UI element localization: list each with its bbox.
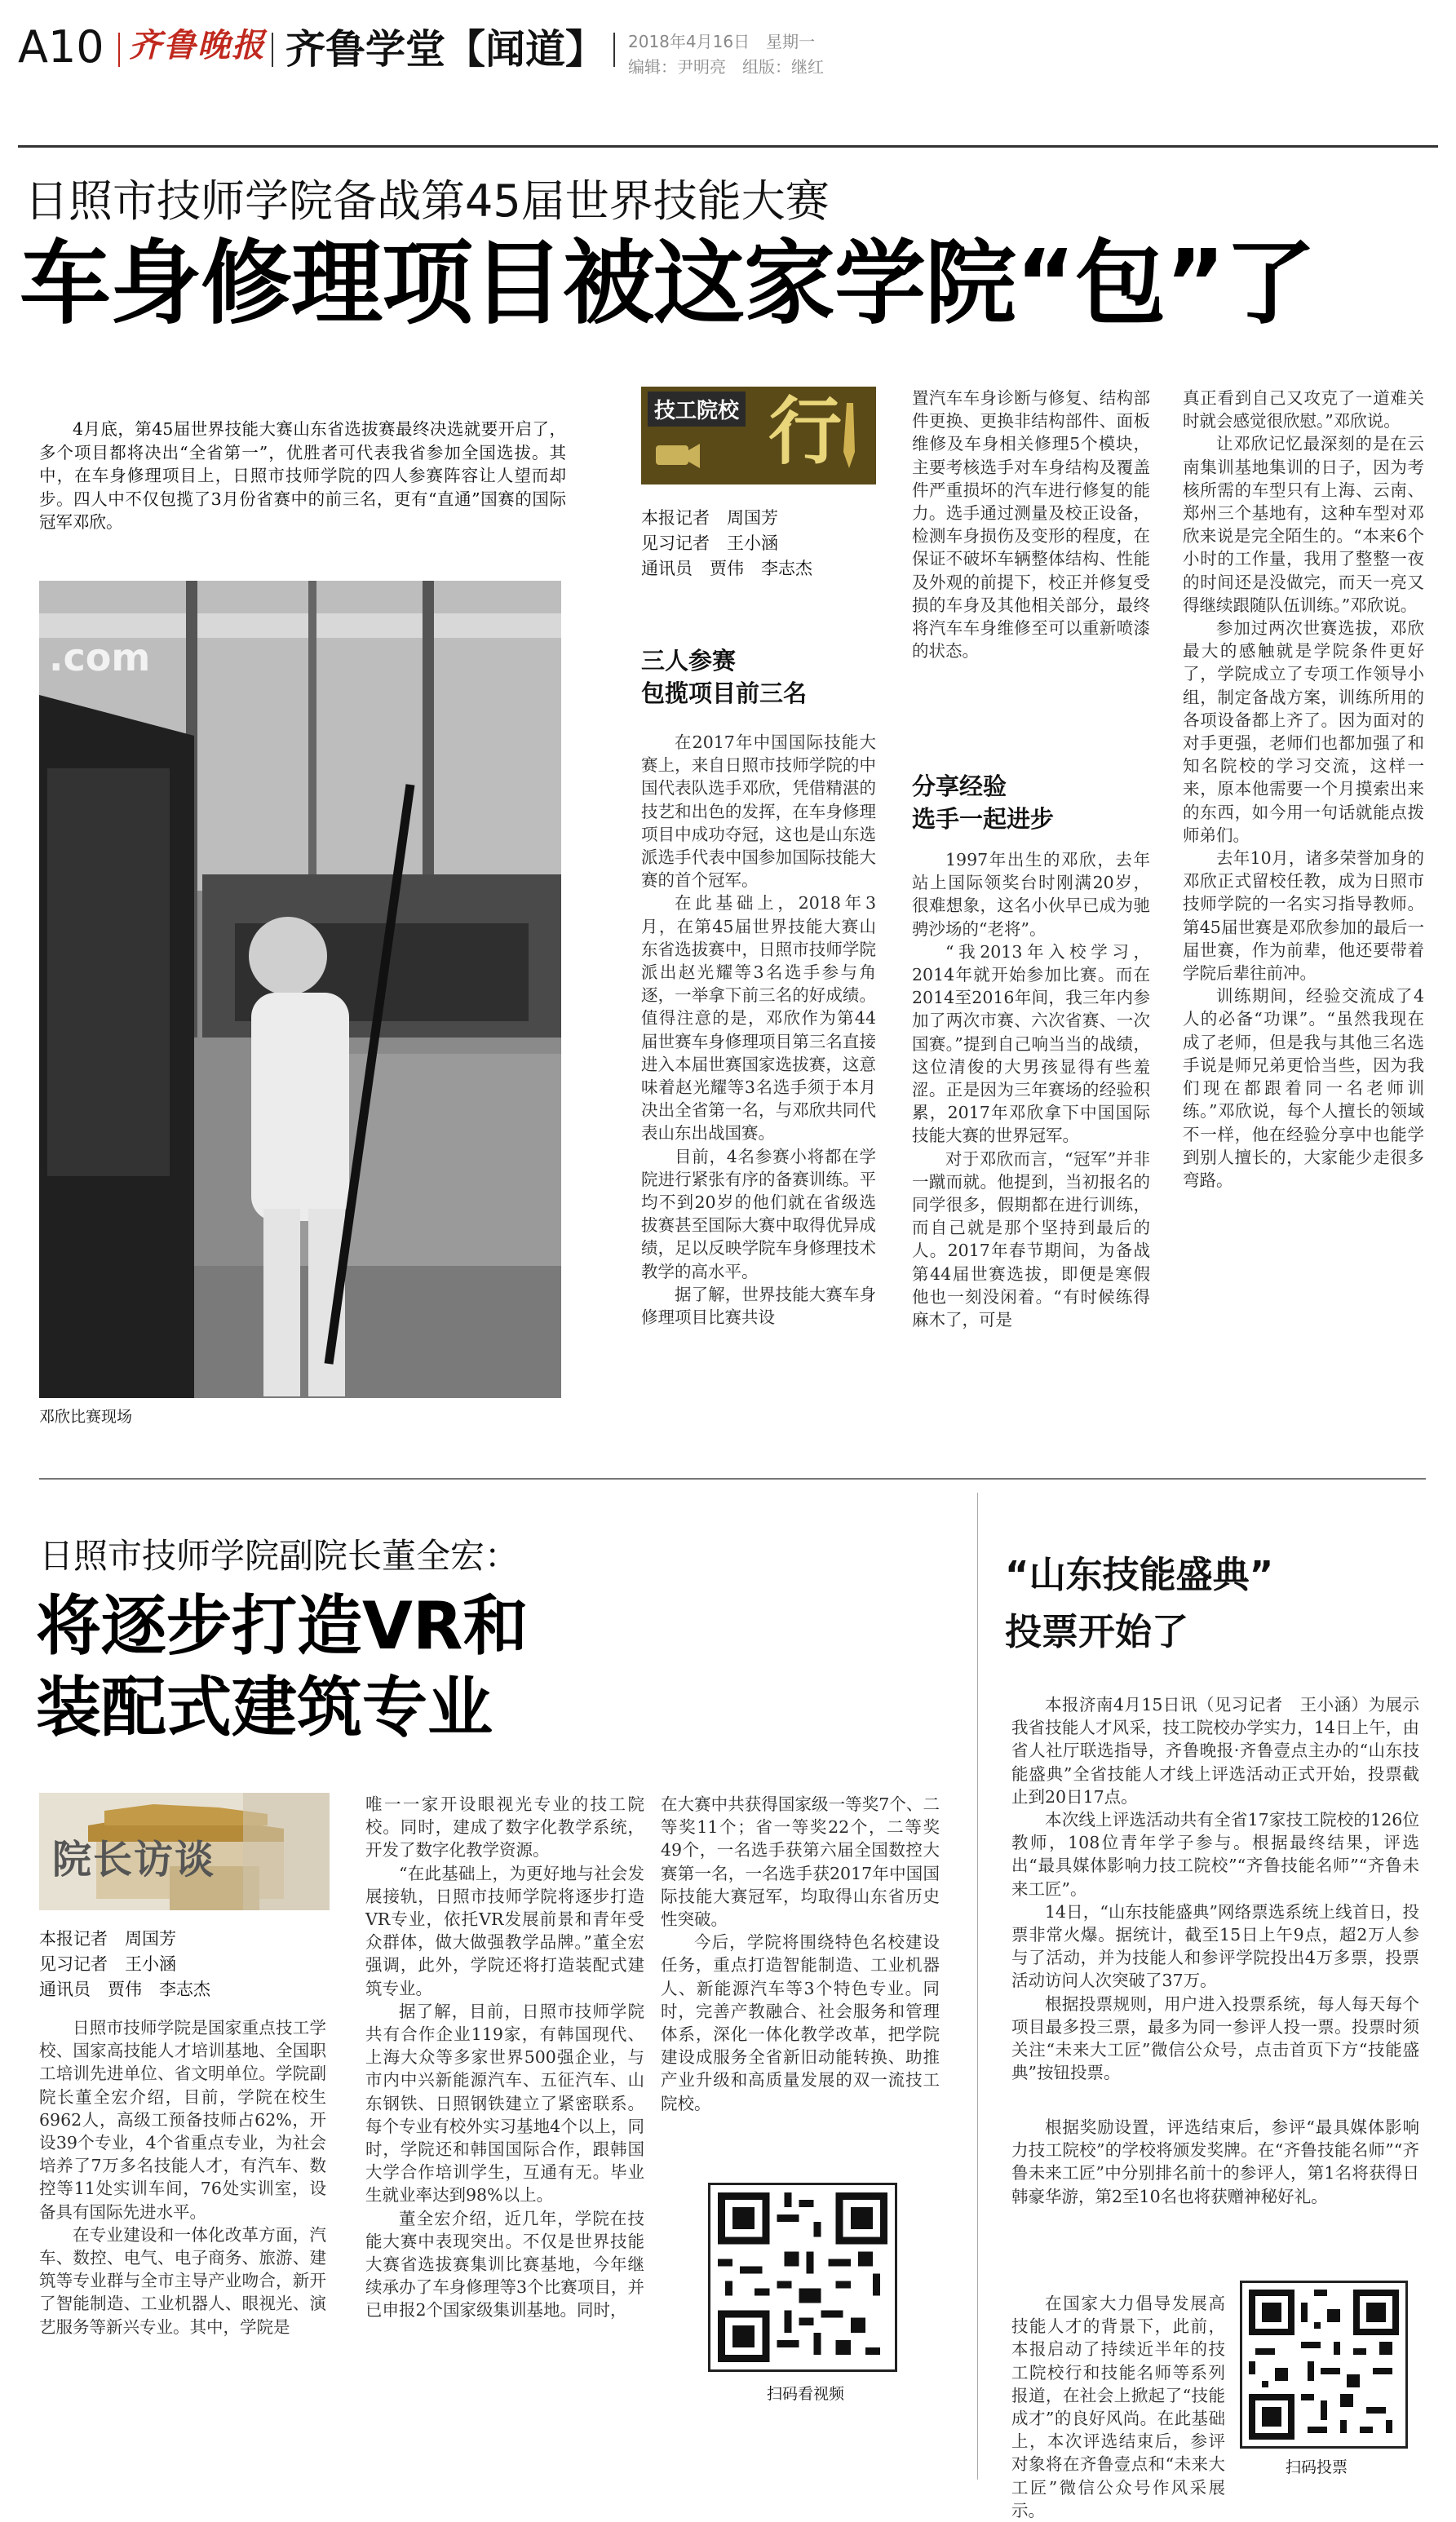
article2-kicker: 日照市技师学院副院长董全宏： xyxy=(39,1536,520,1576)
article2-headline-line-1: 将逐步打造VR和 xyxy=(36,1588,529,1664)
subhead-2-line-1: 分享经验 xyxy=(912,772,1007,800)
byline-reporter: 本报记者 周国芳 xyxy=(641,508,778,528)
article3-body-2 xyxy=(1011,2116,1419,2287)
paragraph: 据了解，世界技能大赛车身修理项目比赛共设 xyxy=(641,1284,876,1328)
header-divider-3 xyxy=(613,33,615,67)
article1-photo xyxy=(39,581,561,1398)
article1-column-3b xyxy=(912,848,1150,1462)
paragraph: 据了解，目前，日照市技师学院共有合作企业119家，有韩国现代、上海大众等多家世界500强企业，与市内中兴新能源汽车、五征汽车、山东钢铁、日照钢铁建立了紧密联系。每个专业有校外实习基地4个以上，同时，学院还和韩国国际合作，跟韩国大学合作培训学生，互通有无。毕业生就业率达到98%以上。 xyxy=(365,2001,644,2206)
article1-column-3 xyxy=(912,387,1150,754)
paragraph: 真正看到自己又攻克了一道难关时就会感觉很欣慰。”邓欣说。 xyxy=(1183,388,1424,431)
paragraph: 让邓欣记忆最深刻的是在云南集训基地集训的日子，因为考核所需的车型只有上海、云南、郑州三个基地有，这种车型对邓欣来说是完全陌生的。“本来6个小时的工作量，我用了整整一夜的时间还是没做完，而天一亮又得继续跟随队伍训练。”邓欣说。 xyxy=(1183,434,1424,615)
paragraph: 14日，“山东技能盛典”网络票选系统上线首日，投票非常火爆。据统计，截至15日上午9点，超2万人参与了活动，并为技能人和参评学院投出4万多票，投票活动访问人次突破了37万。 xyxy=(1011,1901,1419,1991)
page-number: A10 xyxy=(18,21,104,73)
video-qr-code[interactable] xyxy=(708,2183,897,2372)
article3-headline-line-2: 投票开始了 xyxy=(1005,1610,1189,1653)
paragraph: 置汽车车身诊断与修复、结构部件更换、更换非结构部件、面板维修及车身相关修理5个模块，主要考核选手对车身结构及覆盖件严重损坏的汽车进行修复的能力。选手通过测量及校正设备，检测车身损伤及变形的程度，在保证不破坏车辆整体结构、性能及外观的前提下，校正并修复受损的车身及其他相关部分，最终将汽车车身维修至可以重新喷漆的状态。 xyxy=(912,388,1150,661)
vote-qr-code[interactable] xyxy=(1240,2281,1408,2449)
article1-column-2 xyxy=(641,731,876,1462)
article1-byline xyxy=(641,506,878,582)
paragraph: 在专业建设和一体化改革方面，汽车、数控、电气、电子商务、旅游、建筑等专业群与全市主导产业吻合，新开了智能制造、工业机器人、眼视光、演艺服务等新兴专业。其中，学院是 xyxy=(39,2224,326,2337)
paragraph: “在此基础上，为更好地与社会发展接轨，日照市技师学院将逐步打造VR专业，依托VR发展前景和青年受众群体，做大做强教学品牌。”董全宏强调，此外，学院还将打造装配式建筑专业。 xyxy=(365,1863,644,1998)
paragraph: 1997年出生的邓欣，去年站上国际领奖台时刚满20岁，很难想象，这名小伙早已成为驰骋沙场的“老将”。 xyxy=(912,850,1150,939)
article1-subhead-1 xyxy=(641,644,878,710)
paragraph: 目前，4名参赛小将都在学院进行紧张有序的备赛训练。平均不到20岁的他们就在省级选拔赛甚至国际大赛中取得优异成绩，足以反映学院车身修理技术教学的高水平。 xyxy=(641,1146,876,1281)
article1-subhead-2 xyxy=(912,770,1150,835)
paragraph: 根据奖励设置，评选结束后，参评“最具媒体影响力技工院校”的学校将颁发奖牌。在“齐鲁技能名师”“齐鲁未来工匠”中分别排名前十的参评人，第1名将获得日韩豪华游，第2至10名也将获赠神秘好礼。 xyxy=(1011,2117,1419,2206)
article1-column-4 xyxy=(1183,387,1424,1462)
paragraph: 参加过两次世赛选拔，邓欣最大的感触就是学院条件更好了，学院成立了专项工作领导小组，制定备战方案，训练所用的各项设备都上齐了。因为面对的对手更强，老师们也都加强了和知名院校的学习交流，这样一来，原本他需要一个月摸索出来的东西，如今用一句话就能点拨师弟们。 xyxy=(1183,618,1424,845)
byline-intern: 见习记者 王小涵 xyxy=(641,533,778,553)
qr-pattern xyxy=(1242,2283,1405,2446)
lead-paragraph: 4月底，第45届世界技能大赛山东省选拔赛最终决选就要开启了，多个项目都将决出“全省第一”，优胜者可代表我省参加全国选拔。其中，在车身修理项目上，日照市技师学院的四人参赛阵容让人望而却步。四人中不仅包揽了3月份省赛中的前三名，更有“直通”国赛的国际冠军邓欣。 xyxy=(39,419,566,532)
editors-line: 编辑：尹明亮 组版：继红 xyxy=(628,57,824,77)
svg-text:.com: .com xyxy=(49,635,151,679)
paragraph: “我2013年入校学习，2014年就开始参加比赛。而在2014至2016年间，我三年内参加了两次市赛、六次省赛、一次国赛。”提到自己响当当的战绩，这位清俊的大男孩显得有些羞涩。正是因为三年赛场的经验积累，2017年邓欣拿下中国国际技能大赛的世界冠军。 xyxy=(912,941,1150,1146)
article2-headline xyxy=(36,1586,529,1749)
banner-title: 院长访谈 xyxy=(52,1837,216,1883)
paper-logo: 齐鲁晚报 xyxy=(129,26,266,64)
paragraph: 今后，学院将围绕特色名校建设任务，重点打造智能制造、工业机器人、新能源汽车等3个特色专业。同时，完善产教融合、社会服务和管理体系，深化一体化教学改革，把学院建设成服务全省新旧动能转换、助推产业升级和高质量发展的双一流技工院校。 xyxy=(661,1932,940,2113)
subhead-2-line-2: 选手一起进步 xyxy=(912,805,1055,833)
subsection-name: 【闻道】 xyxy=(445,26,606,73)
article2-headline-line-2: 装配式建筑专业 xyxy=(36,1670,493,1745)
paragraph: 董全宏介绍，近几年，学院在技能大赛中表现突出。不仅是世界技能大赛省选拔赛集训比赛基地，今年继续承办了车身修理等3个比赛项目，并已申报2个国家级集训基地。同时， xyxy=(365,2208,644,2321)
paragraph: 本次线上评选活动共有全省17家技工院校的126位教师，108位青年学子参与。根据最终结果，评选出“最具媒体影响力技工院校”“齐鲁技能名师”“齐鲁未来工匠”。 xyxy=(1011,1810,1419,1899)
article1-kicker: 日照市技师学院备战第45届世界技能大赛 xyxy=(24,175,830,227)
video-qr-caption: 扫码看视频 xyxy=(767,2385,845,2403)
camera-icon xyxy=(653,437,701,470)
article2-column-1 xyxy=(39,2016,326,2481)
paragraph: 本报济南4月15日讯（见习记者 王小涵）为展示我省技能人才风采，技工院校办学实力，14日上午，由省人社厅联选指导，齐鲁晚报·齐鲁壹点主办的“山东技能盛典”全省技能人才线上评选活动正式开始，投票截止到20日17点。 xyxy=(1011,1695,1419,1807)
header-divider-2 xyxy=(272,33,273,67)
article1-lead xyxy=(39,418,566,534)
paragraph: 在大赛中共获得国家级一等奖7个、二等奖11个；省一等奖22个，二等奖49个，一名选手获第六届全国数控大赛第一名，一名选手获2017年中国国际技能大赛冠军，均取得山东省历史性突破。 xyxy=(661,1794,940,1930)
vote-qr-caption: 扫码投票 xyxy=(1286,2458,1348,2476)
article1-headline: 车身修理项目被这家学院“包”了 xyxy=(20,231,1316,337)
column-logo-label: 技工院校 xyxy=(648,392,746,427)
qr-pattern xyxy=(710,2185,895,2369)
header-rule xyxy=(18,145,1438,148)
pen-icon xyxy=(837,403,861,468)
section-rule xyxy=(39,1478,1426,1480)
article3-body-3 xyxy=(1011,2292,1225,2520)
photo-caption: 邓欣比赛现场 xyxy=(39,1408,133,1426)
paragraph: 训练期间，经验交流成了4人的必备“功课”。“虽然我现在成了老师，但是我与其他三名选手说是师兄弟更恰当些，因为我们现在都跟着同一名老师训练。”邓欣说，每个人擅长的领域不一样，他在经验分享中也能学到别人擅长的，大家能少走很多弯路。 xyxy=(1183,986,1424,1190)
issue-date: 2018年4月16日 星期一 xyxy=(628,32,816,51)
paragraph: 在2017年中国国际技能大赛上，来自日照市技师学院的中国代表队选手邓欣，凭借精湛的技艺和出色的发挥，在车身修理项目中成功夺冠，这也是山东选派选手代表中国参加国际技能大赛的首个冠军。 xyxy=(641,732,876,891)
article2-byline xyxy=(39,1927,330,2002)
photo-illustration xyxy=(39,581,561,1398)
byline-correspondent: 通讯员 贾伟 李志杰 xyxy=(39,1980,210,1999)
article2-column-2 xyxy=(365,1793,644,2481)
subhead-1-line-1: 三人参赛 xyxy=(641,647,737,675)
column-logo xyxy=(641,387,876,484)
article2-column-3 xyxy=(661,1793,940,2160)
paragraph: 去年10月，诸多荣誉加身的邓欣正式留校任教，成为日照市技师学院的一名实习指导教师。第45届世赛是邓欣参加的最后一届世赛，作为前辈，他还要带着学院后辈往前冲。 xyxy=(1183,848,1424,984)
column-divider xyxy=(977,1493,978,2480)
byline-intern: 见习记者 王小涵 xyxy=(39,1954,176,1974)
interview-banner xyxy=(39,1793,330,1910)
section-name: 齐鲁学堂 xyxy=(285,26,446,73)
paragraph: 在国家大力倡导发展高技能人才的背景下，此前，本报启动了持续近半年的技工院校行和技能名师等系列报道，在社会上掀起了“技能成才”的良好风尚。在此基础上，本次评选结束后，参评对象将在齐鲁壹点和“未来大工匠”微信公众号作风采展示。 xyxy=(1011,2294,1225,2520)
paragraph: 根据投票规则，用户进入投票系统，每人每天每个项目最多投三票，最多为同一参评人投一票。投票时须关注“未来大工匠”微信公众号，点击首页下方“技能盛典”按钮投票。 xyxy=(1011,1993,1419,2083)
column-logo-glyph: 行 xyxy=(768,388,842,475)
paragraph: 对于邓欣而言，“冠军”并非一蹴而就。他提到，当初报名的同学很多，假期都在进行训练，而自己就是那个坚持到最后的人。2017年春节期间，为备战第44届世赛选拔，即便是寒假他也一刻没闲着。“有时候练得麻木了，可是 xyxy=(912,1148,1150,1330)
byline-correspondent: 通讯员 贾伟 李志杰 xyxy=(641,559,812,578)
byline-reporter: 本报记者 周国芳 xyxy=(39,1929,176,1949)
paragraph: 唯一一家开设眼视光专业的技工院校。同时，建成了数字化教学系统，开发了数字化教学资源。 xyxy=(365,1794,644,1861)
subhead-1-line-2: 包揽项目前三名 xyxy=(641,679,808,707)
paragraph: 在此基础上，2018年3月，在第45届世界技能大赛山东省选拔赛中，日照市技师学院派出赵光耀等3名选手参与角逐，一举拿下前三名的好成绩。值得注意的是，邓欣作为第44届世赛车身修理项目第三名直接进入本届世赛国家选拔赛，这意味着赵光耀等3名选手须于本月决出全省第一名，与邓欣共同代表山东出战国赛。 xyxy=(641,893,876,1144)
article3-headline-line-1: “山东技能盛典” xyxy=(1005,1553,1274,1596)
section-title xyxy=(285,24,605,75)
article3-body xyxy=(1011,1693,1419,2111)
paragraph: 日照市技师学院是国家重点技工学校、国家高技能人才培训基地、全国职工培训先进单位、省文明单位。学院副院长董全宏介绍，目前，学院在校生6962人，高级工预备技师占62%，开设39个专业，4个省重点专业，为社会培养了7万多名技能人才，有汽车、数控等11处实训车间，76处实训室，设备具有国际先进水平。 xyxy=(39,2018,326,2222)
header-divider xyxy=(118,33,120,67)
article3-headline xyxy=(1005,1546,1273,1661)
